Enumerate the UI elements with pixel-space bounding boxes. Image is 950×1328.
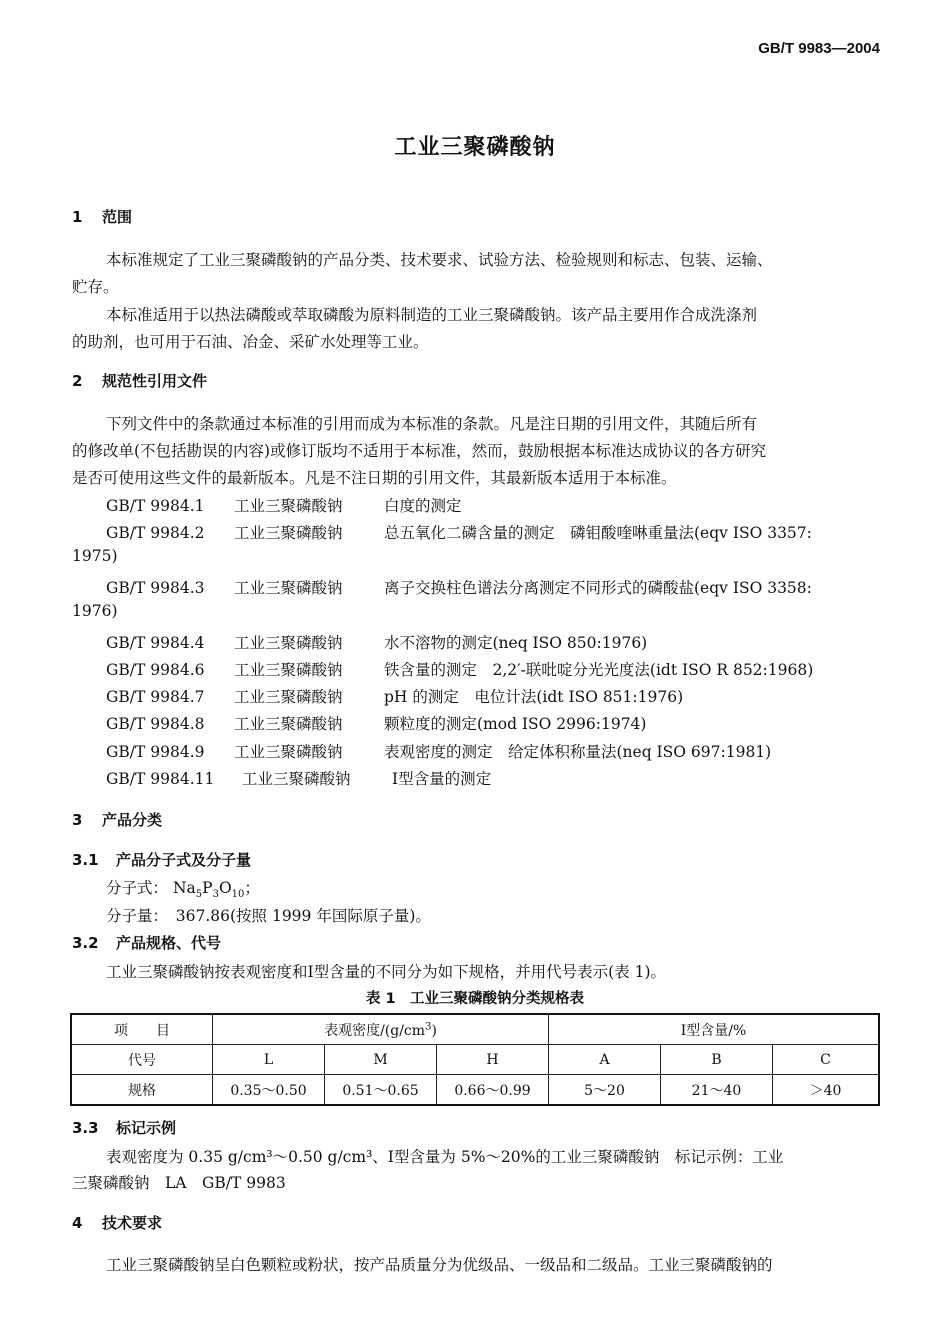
table-cell: 0.35～0.50 [213,1075,325,1106]
ref-desc: 离子交换柱色谱法分离测定不同形式的磷酸盐(eqv ISO 3358: [384,579,812,597]
section-3-heading [72,809,162,830]
paragraph-line: 工业三聚磷酸钠按表观密度和Ⅰ型含量的不同分为如下规格，并用代号表示(表 1)。 [106,963,667,981]
section-title: 产品规格、代号 [116,934,222,952]
table-cell: 0.51～0.65 [325,1075,437,1106]
formula-end: ； [244,879,260,897]
molecular-weight-line: 分子量： 367.86(按照 1999 年国际原子量)。 [106,907,431,925]
paragraph-line: 下列文件中的条款通过本标准的引用而成为本标准的条款。凡是注日期的引用文件，其随后所有 [106,415,758,433]
header-text: ) [431,1022,437,1039]
section-3-2-heading [72,932,221,953]
molecular-formula [172,879,260,901]
reference-item [106,767,491,789]
ref-code: GB/T 9984.3 [106,579,205,597]
ref-name: 工业三聚磷酸钠 [234,524,343,542]
section-title: 产品分类 [102,811,163,829]
section-number: 2 [72,372,83,390]
ref-code: GB/T 9984.2 [106,524,205,542]
ref-name: 工业三聚磷酸钠 [234,497,343,515]
paragraph-line: 的助剂，也可用于石油、冶金、采矿水处理等工业。 [72,333,429,351]
reference-continuation: 1975) [72,547,118,565]
section-1-heading [72,206,132,227]
classification-table [70,1013,880,1106]
table-header-cell: Ⅰ型含量/% [549,1014,880,1045]
paragraph-line: 本标准适用于以热法磷酸或萃取磷酸为原料制造的工业三聚磷酸钠。该产品主要用作合成洗涤剂 [106,306,758,324]
paragraph-line: 贮存。 [72,278,119,296]
reference-item [106,521,812,543]
section-title: 规范性引用文件 [102,372,208,390]
ref-desc: 颗粒度的测定(mod ISO 2996:1974) [384,715,647,733]
table-cell: ＞40 [773,1075,880,1106]
paragraph-line: 本标准规定了工业三聚磷酸钠的产品分类、技术要求、试验方法、检验规则和标志、包装、运输、 [106,251,773,269]
ref-name: 工业三聚磷酸钠 [234,634,343,652]
table-row [71,1075,879,1106]
section-number: 3.1 [72,851,99,869]
paragraph-line: 表观密度为 0.35 g/cm³～0.50 g/cm³、Ⅰ型含量为 5%～20%的工业三聚磷酸钠 标记示例：工业 [106,1148,784,1166]
reference-item [106,685,683,707]
table-row-label: 代号 [71,1045,213,1075]
paragraph-line: 工业三聚磷酸钠呈白色颗粒或粉状，按产品质量分为优级品、一级品和二级品。工业三聚磷酸钠的 [106,1256,773,1274]
ref-name: 工业三聚磷酸钠 [242,770,351,788]
table-cell: C [773,1045,880,1075]
table-cell: 5～20 [549,1075,661,1106]
section-number: 3.3 [72,1119,99,1137]
ref-code: GB/T 9984.7 [106,688,205,706]
section-4-heading [72,1212,162,1233]
ref-code: GB/T 9984.9 [106,743,205,761]
standard-code: GB/T 9983—2004 [758,40,880,57]
header-text: 表观密度/(g/cm [324,1022,426,1039]
ref-name: 工业三聚磷酸钠 [234,579,343,597]
table-caption: 表 1 工业三聚磷酸钠分类规格表 [365,991,585,1007]
table-cell: 0.66～0.99 [437,1075,549,1106]
table-cell: B [661,1045,773,1075]
section-number: 1 [72,208,83,226]
section-number: 3.2 [72,934,99,952]
section-number: 3 [72,811,83,829]
ref-desc: Ⅰ型含量的测定 [392,770,492,788]
ref-name: 工业三聚磷酸钠 [234,688,343,706]
ref-desc: 总五氧化二磷含量的测定 磷钼酸喹啉重量法(eqv ISO 3357: [384,524,812,542]
reference-item [106,631,647,653]
table-row-label: 规格 [71,1075,213,1106]
paragraph-line: 三聚磷酸钠 LA GB/T 9983 [72,1174,286,1192]
ref-code: GB/T 9984.6 [106,661,205,679]
reference-item [106,494,462,516]
page-title: 工业三聚磷酸钠 [394,135,556,160]
formula-subscript: 3 [212,889,219,901]
ref-desc: pH 的测定 电位计法(idt ISO 851:1976) [384,688,684,706]
reference-item [106,740,771,762]
reference-item [106,658,813,680]
section-3-3-heading [72,1117,176,1138]
ref-name: 工业三聚磷酸钠 [234,661,343,679]
section-number: 4 [72,1214,83,1232]
reference-continuation: 1976) [72,602,118,620]
ref-code: GB/T 9984.11 [106,770,215,788]
table-header-cell [213,1014,549,1045]
table-header-cell: 项 目 [71,1014,213,1045]
table-cell: A [549,1045,661,1075]
ref-desc: 铁含量的测定 2,2′-联吡啶分光光度法(idt ISO R 852:1968) [384,661,814,679]
table-cell: H [437,1045,549,1075]
formula-label: 分子式： [106,879,169,897]
formula-subscript: 5 [195,889,203,901]
table-row [71,1045,879,1075]
ref-code: GB/T 9984.4 [106,634,205,652]
formula-subscript: 10 [231,889,245,901]
header-superscript: 3 [425,1020,432,1032]
section-3-1-heading [72,849,251,870]
formula-element: O [218,879,232,897]
formula-element: P [202,879,213,897]
formula-element: Na [172,879,196,897]
table-cell: M [325,1045,437,1075]
table-cell: 21～40 [661,1075,773,1106]
ref-desc: 水不溶物的测定(neq ISO 850:1976) [384,634,648,652]
section-title: 范围 [102,208,133,226]
section-2-heading [72,370,207,391]
ref-code: GB/T 9984.8 [106,715,205,733]
ref-name: 工业三聚磷酸钠 [234,743,343,761]
paragraph-line: 是否可使用这些文件的最新版本。凡是不注日期的引用文件，其最新版本适用于本标准。 [72,469,677,487]
section-title: 技术要求 [102,1214,163,1232]
section-title: 产品分子式及分子量 [116,851,252,869]
section-title: 标记示例 [116,1119,177,1137]
reference-item [106,576,812,598]
reference-item [106,712,646,734]
table-header-row [71,1014,879,1045]
ref-name: 工业三聚磷酸钠 [234,715,343,733]
formula-line [106,876,260,900]
ref-desc: 表观密度的测定 给定体积称量法(neq ISO 697:1981) [384,743,772,761]
table-cell: L [213,1045,325,1075]
ref-desc: 白度的测定 [384,497,462,515]
paragraph-line: 的修改单(不包括勘误的内容)或修订版均不适用于本标准，然而，鼓励根据本标准达成协议的各方研究 [72,442,767,460]
ref-code: GB/T 9984.1 [106,497,205,515]
